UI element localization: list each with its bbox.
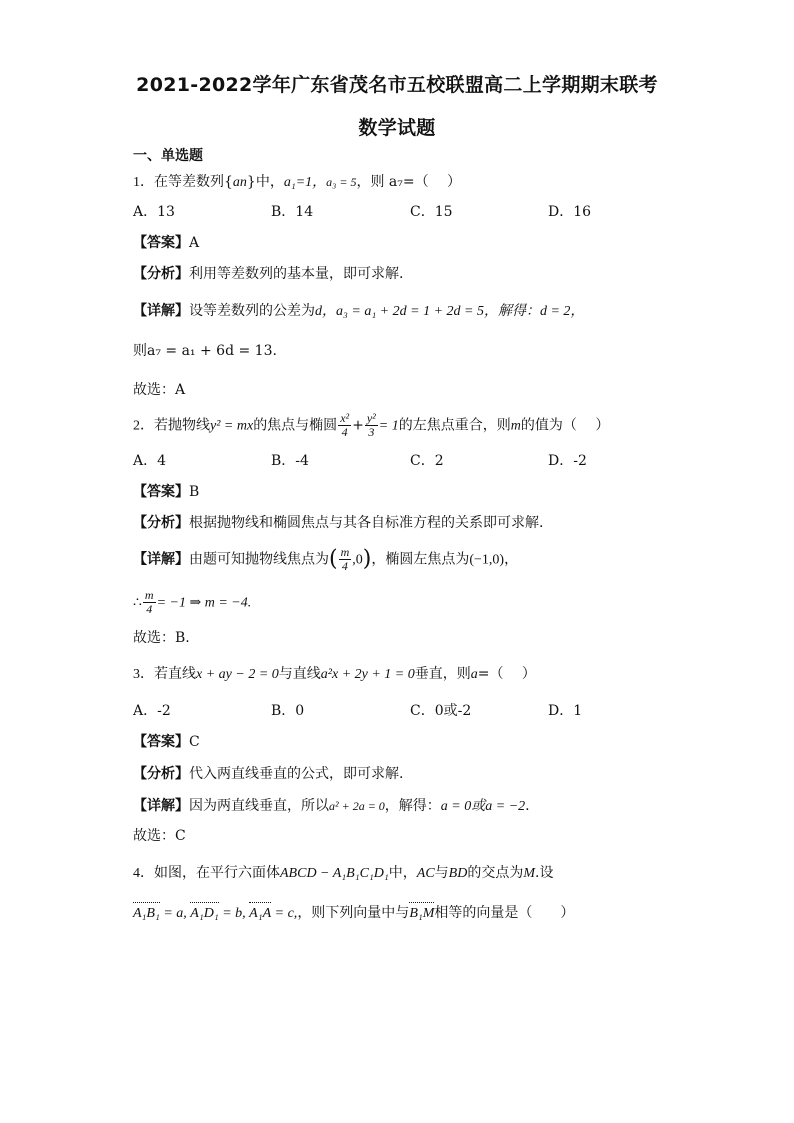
stem-text: 的左焦点重合，则 (398, 417, 511, 434)
analysis-line (133, 764, 403, 784)
detail-text: ，椭圆左焦点为 (371, 551, 470, 568)
option-c: C．2 (410, 453, 444, 469)
stem-text: ．在等差数列{ (140, 174, 233, 190)
stem-text: 相等的向量是（ ） (434, 905, 575, 921)
stem-text: 与 (434, 865, 449, 881)
stem-text: ．若抛物线 (140, 417, 210, 434)
stem-math: a²x + 2y + 1 = 0 (320, 667, 415, 682)
answer-tag: 【答案】 (133, 235, 189, 251)
choose-line (133, 826, 186, 846)
fraction (338, 412, 351, 439)
answer-line (133, 482, 199, 502)
stem-math: y² = mx (210, 418, 254, 434)
answer-tag: 【答案】 (133, 734, 189, 750)
stem-text: 的交点为 (467, 865, 524, 881)
answer-value: C (189, 734, 200, 750)
stem-text: 与直线 (278, 666, 321, 682)
stem-math: an (232, 175, 247, 190)
stem-text: ，则下列向量中与 (297, 905, 410, 921)
paren-open: ( (329, 546, 338, 572)
detail-math: a² + 2a = 0 (329, 799, 385, 813)
document-subtitle: 数学试题 (358, 117, 436, 139)
stem-text: 的值为（ ） (520, 417, 610, 434)
stem-text: =（ ） (477, 666, 536, 682)
question-number: 4 (133, 866, 140, 881)
stem-math: m (510, 418, 521, 434)
question-2-stem: 2．若抛物线y² = mx的焦点与椭圆 $\frac{\text{x²}}{4}$ + $\frac{\text{y²}}{3}$ = 1的左焦点重合，则m的值为（ ） (133, 411, 610, 439)
stem-math: = c, (271, 906, 298, 921)
analysis-tag: 【分析】 (133, 766, 189, 782)
section-heading: 一、单选题 (133, 148, 203, 164)
stem-text: .设 (535, 865, 554, 881)
detail-tag: 【详解】 (133, 303, 189, 319)
fraction-denominator: 4 (341, 559, 348, 573)
fraction-numerator: m (144, 588, 154, 602)
analysis-tag: 【分析】 (133, 266, 189, 282)
stem-math: = a, (159, 906, 191, 921)
option-b: B．0 (271, 703, 305, 719)
choose-value: B. (175, 630, 190, 646)
stem-text: ，则 a₇=（ ） (356, 174, 462, 190)
question-number: 1 (133, 175, 140, 190)
analysis-text: 根据抛物线和椭圆焦点与其各自标准方程的关系即可求解. (189, 515, 544, 531)
analysis-line (133, 264, 403, 284)
option-d: D．16 (548, 204, 592, 220)
vector: A₁A (249, 904, 271, 924)
choose-value: C (175, 828, 186, 844)
fraction-numerator: m (340, 545, 350, 559)
answer-line (133, 233, 199, 253)
answer-tag: 【答案】 (133, 484, 189, 500)
stem-math: a (470, 667, 478, 682)
question-4-line-2 (133, 903, 574, 924)
detail-line (133, 301, 584, 322)
detail-math: ,0 (352, 552, 363, 568)
fraction-denominator: 4 (146, 602, 153, 616)
fraction-numerator: y² (366, 411, 376, 425)
choose-value: A (175, 382, 186, 398)
stem-math: x + ay − 2 = 0 (196, 667, 279, 682)
choose-line (133, 628, 190, 648)
document-title: 2021-2022学年广东省茂名市五校联盟高二上学期期末联考 (136, 74, 658, 96)
vector: A₁B₁ (133, 904, 160, 924)
detail-math: (−1,0) (469, 552, 505, 568)
detail-math: d，a₃ = a₁ + 2d = 1 + 2d = 5，解得：d = 2， (315, 304, 585, 319)
detail-tag: 【详解】 (133, 798, 189, 814)
fraction (143, 589, 156, 616)
vector: A₁D₁ (190, 904, 218, 924)
detail-math: a = 0或a = −2 (440, 799, 526, 814)
question-4-stem (133, 863, 553, 884)
question-1-stem (133, 172, 461, 193)
stem-math: = b, (218, 906, 250, 921)
stem-math: a₃ = 5 (326, 175, 357, 189)
detail-text: . (525, 798, 530, 814)
stem-math: AC (416, 866, 435, 881)
detail-text: 因为两直线垂直，所以 (189, 798, 329, 814)
choose-label: 故选： (133, 828, 175, 844)
fraction-denominator: 3 (368, 425, 375, 439)
detail-line-2 (133, 589, 251, 616)
stem-text: ．若直线 (140, 666, 196, 682)
analysis-tag: 【分析】 (133, 515, 189, 531)
answer-value: B (189, 484, 200, 500)
fraction (365, 412, 378, 439)
option-d: D．-2 (548, 453, 587, 469)
stem-math: a₁=1， (283, 175, 327, 190)
fraction-denominator: 4 (341, 425, 348, 439)
detail-line (133, 796, 530, 817)
detail-text: 由题可知抛物线焦点为 (189, 551, 329, 568)
detail-text: 设等差数列的公差为 (189, 303, 315, 319)
detail-tag: 【详解】 (133, 551, 189, 568)
option-b: B．14 (271, 204, 314, 220)
choose-label: 故选： (133, 382, 175, 398)
option-a: A．13 (133, 204, 175, 220)
option-c: C．15 (410, 204, 453, 220)
fraction (339, 546, 352, 573)
stem-text: ．如图，在平行六面体 (140, 865, 280, 881)
stem-text: 的焦点与椭圆 (253, 417, 338, 434)
stem-text: 垂直，则 (414, 666, 471, 682)
paren-close: ) (362, 546, 372, 572)
stem-text: 中， (388, 865, 417, 881)
stem-math: M (523, 866, 536, 881)
detail-line (133, 546, 518, 573)
detail-math: = −1 ⇒ m = −4. (156, 595, 252, 611)
choose-line (133, 380, 185, 400)
question-number: 3 (133, 667, 140, 682)
answer-line (133, 732, 200, 752)
stem-math: = 1 (378, 418, 399, 434)
detail-text: ， (504, 551, 519, 568)
option-c: C．0或-2 (410, 703, 472, 719)
option-b: B．-4 (271, 453, 309, 469)
analysis-text: 利用等差数列的基本量，即可求解. (189, 266, 404, 282)
choose-label: 故选： (133, 630, 175, 646)
detail-text: ，解得： (384, 798, 441, 814)
analysis-line (133, 513, 543, 533)
question-number: 2 (133, 418, 140, 434)
question-3-stem (133, 664, 536, 685)
therefore-symbol: ∴ (133, 594, 142, 611)
answer-value: A (189, 235, 200, 251)
analysis-text: 代入两直线垂直的公式，即可求解. (189, 766, 404, 782)
stem-text: }中， (246, 174, 284, 190)
stem-math: BD (448, 866, 468, 881)
fraction-numerator: x² (340, 411, 350, 425)
detail-line-2: 则a₇ = a₁ + 6d = 13. (133, 343, 277, 359)
option-a: A．-2 (133, 703, 171, 719)
option-d: D．1 (548, 703, 583, 719)
vector: B₁M (409, 904, 434, 924)
option-a: A．4 (133, 453, 167, 469)
stem-math: ABCD − A₁B₁C₁D₁ (280, 866, 389, 881)
